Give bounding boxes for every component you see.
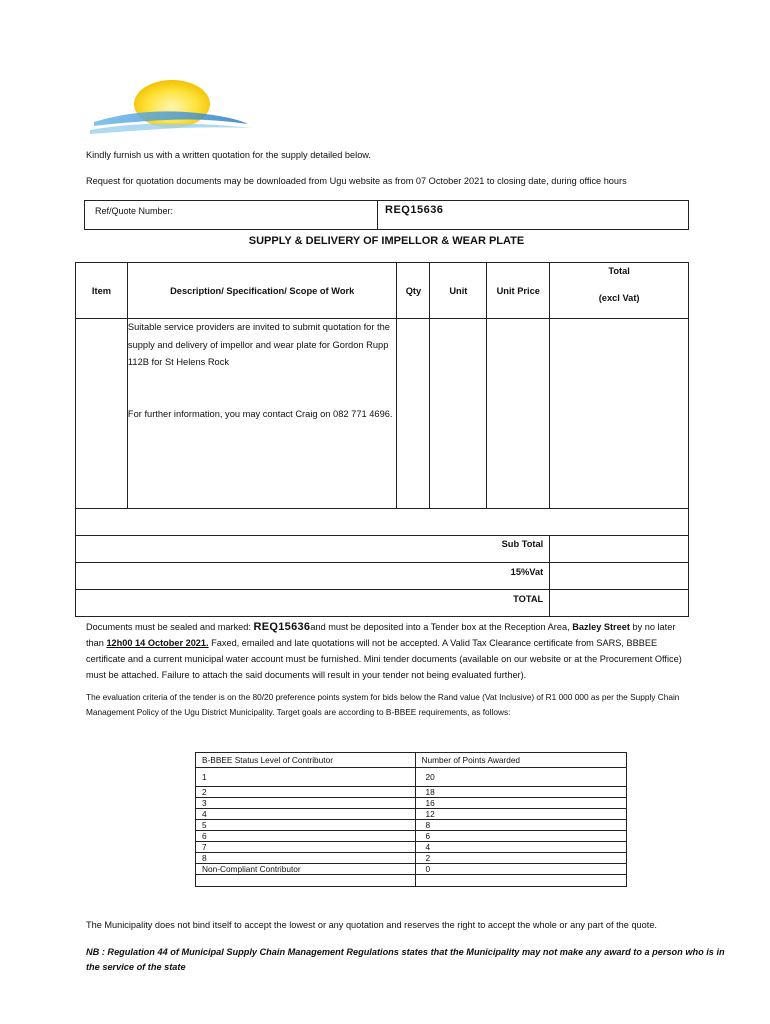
header-total-line2: (excl Vat) — [598, 293, 640, 303]
ref-quote-number: REQ15636 — [385, 204, 444, 216]
intro-line-1: Kindly furnish us with a written quotation for the supply detailed below. — [86, 150, 371, 160]
conditions-text-b: and must be deposited into a Tender box at the Reception Area, — [310, 622, 573, 632]
description-cell — [127, 319, 397, 509]
header-total — [550, 263, 689, 319]
bbbee-level: 3 — [196, 798, 416, 809]
bbbee-points: 6 — [415, 831, 627, 842]
header-unit: Unit — [430, 263, 487, 319]
total-value — [550, 590, 689, 617]
bbbee-level: 5 — [196, 820, 416, 831]
conditions-text-d: Faxed, emailed and late quotations will not be accepted. A Valid Tax Clearance certificate from SARS, BBBEE certificate and a current municipal water account must be furnished. Mini tender documents (available on our website or at the Procurement Office) must be attached. Failure to attach the said documents will result in your tender not being evaluated further). — [86, 638, 682, 680]
bbbee-empty-cell — [415, 875, 627, 887]
bbbee-points: 16 — [415, 798, 627, 809]
description-paragraph-1: Suitable service providers are invited to submit quotation for the supply and delivery of impellor and wear plate for Gordon Rupp 112B for St Helens Rock — [127, 322, 390, 367]
bbbee-level: 2 — [196, 787, 416, 798]
conditions-deadline: 12h00 14 October 2021. — [106, 638, 209, 648]
conditions-street: Bazley Street — [572, 622, 630, 632]
conditions-text-c: by no later than — [86, 622, 676, 648]
bbbee-header-level: B-BBEE Status Level of Contributor — [196, 753, 416, 768]
header-unit-price: Unit Price — [487, 263, 550, 319]
ref-quote-box — [84, 200, 689, 230]
bbbee-points: 4 — [415, 842, 627, 853]
description-paragraph-2: For further information, you may contact Craig on 082 771 4696. — [127, 408, 393, 419]
nb-regulation-note: NB : Regulation 44 of Municipal Supply Chain Management Regulations states that the Municipality may not make any award to a person who is in the service of the state — [86, 947, 725, 972]
bbbee-table — [195, 752, 627, 887]
bbbee-empty-cell — [196, 875, 416, 887]
bbbee-level: Non-Compliant Contributor — [196, 864, 416, 875]
bbbee-level: 7 — [196, 842, 416, 853]
total-cell — [550, 319, 689, 509]
unit-price-cell — [487, 319, 550, 509]
quotation-table — [75, 262, 689, 617]
bbbee-level: 1 — [196, 768, 416, 787]
sub-total-label: Sub Total — [76, 536, 550, 563]
vat-label: 15%Vat — [76, 563, 550, 590]
sub-total-value — [550, 536, 689, 563]
bbbee-points: 12 — [415, 809, 627, 820]
bbbee-points: 18 — [415, 787, 627, 798]
bbbee-header-points: Number of Points Awarded — [415, 753, 627, 768]
submission-conditions — [86, 619, 692, 683]
bbbee-points: 20 — [415, 768, 627, 787]
header-description: Description/ Specification/ Scope of Work — [127, 263, 397, 319]
unit-cell — [430, 319, 487, 509]
bbbee-points: 8 — [415, 820, 627, 831]
header-qty: Qty — [397, 263, 430, 319]
bbbee-level: 4 — [196, 809, 416, 820]
bbbee-points: 2 — [415, 853, 627, 864]
document-title: SUPPLY & DELIVERY OF IMPELLOR & WEAR PLATE — [248, 235, 525, 247]
conditions-ref: REQ15636 — [253, 621, 311, 633]
header-total-line1: Total — [608, 266, 630, 276]
ref-quote-label: Ref/Quote Number: — [95, 206, 174, 216]
vat-value — [550, 563, 689, 590]
bbbee-level: 8 — [196, 853, 416, 864]
total-label: TOTAL — [76, 590, 550, 617]
bbbee-level: 6 — [196, 831, 416, 842]
blank-row — [76, 509, 689, 536]
evaluation-criteria: The evaluation criteria of the tender is on the 80/20 preference points system for bids below the Rand value (Vat Inclusive) of R1 000 000 as per the Supply Chain Management Policy of the Ugu District Municipality. Target goals are according to B-BBEE requirements, as follows: — [86, 692, 680, 717]
conditions-text-a: Documents must be sealed and marked: — [86, 622, 254, 632]
qty-cell — [397, 319, 430, 509]
sun-logo — [86, 78, 256, 140]
item-cell — [76, 319, 128, 509]
closing-statement: The Municipality does not bind itself to accept the lowest or any quotation and reserves the right to accept the whole or any part of the quote. — [86, 920, 657, 930]
intro-line-2: Request for quotation documents may be downloaded from Ugu website as from 07 October 2021 to closing date, during office hours — [86, 176, 627, 186]
bbbee-points: 0 — [415, 864, 627, 875]
header-item: Item — [76, 263, 128, 319]
